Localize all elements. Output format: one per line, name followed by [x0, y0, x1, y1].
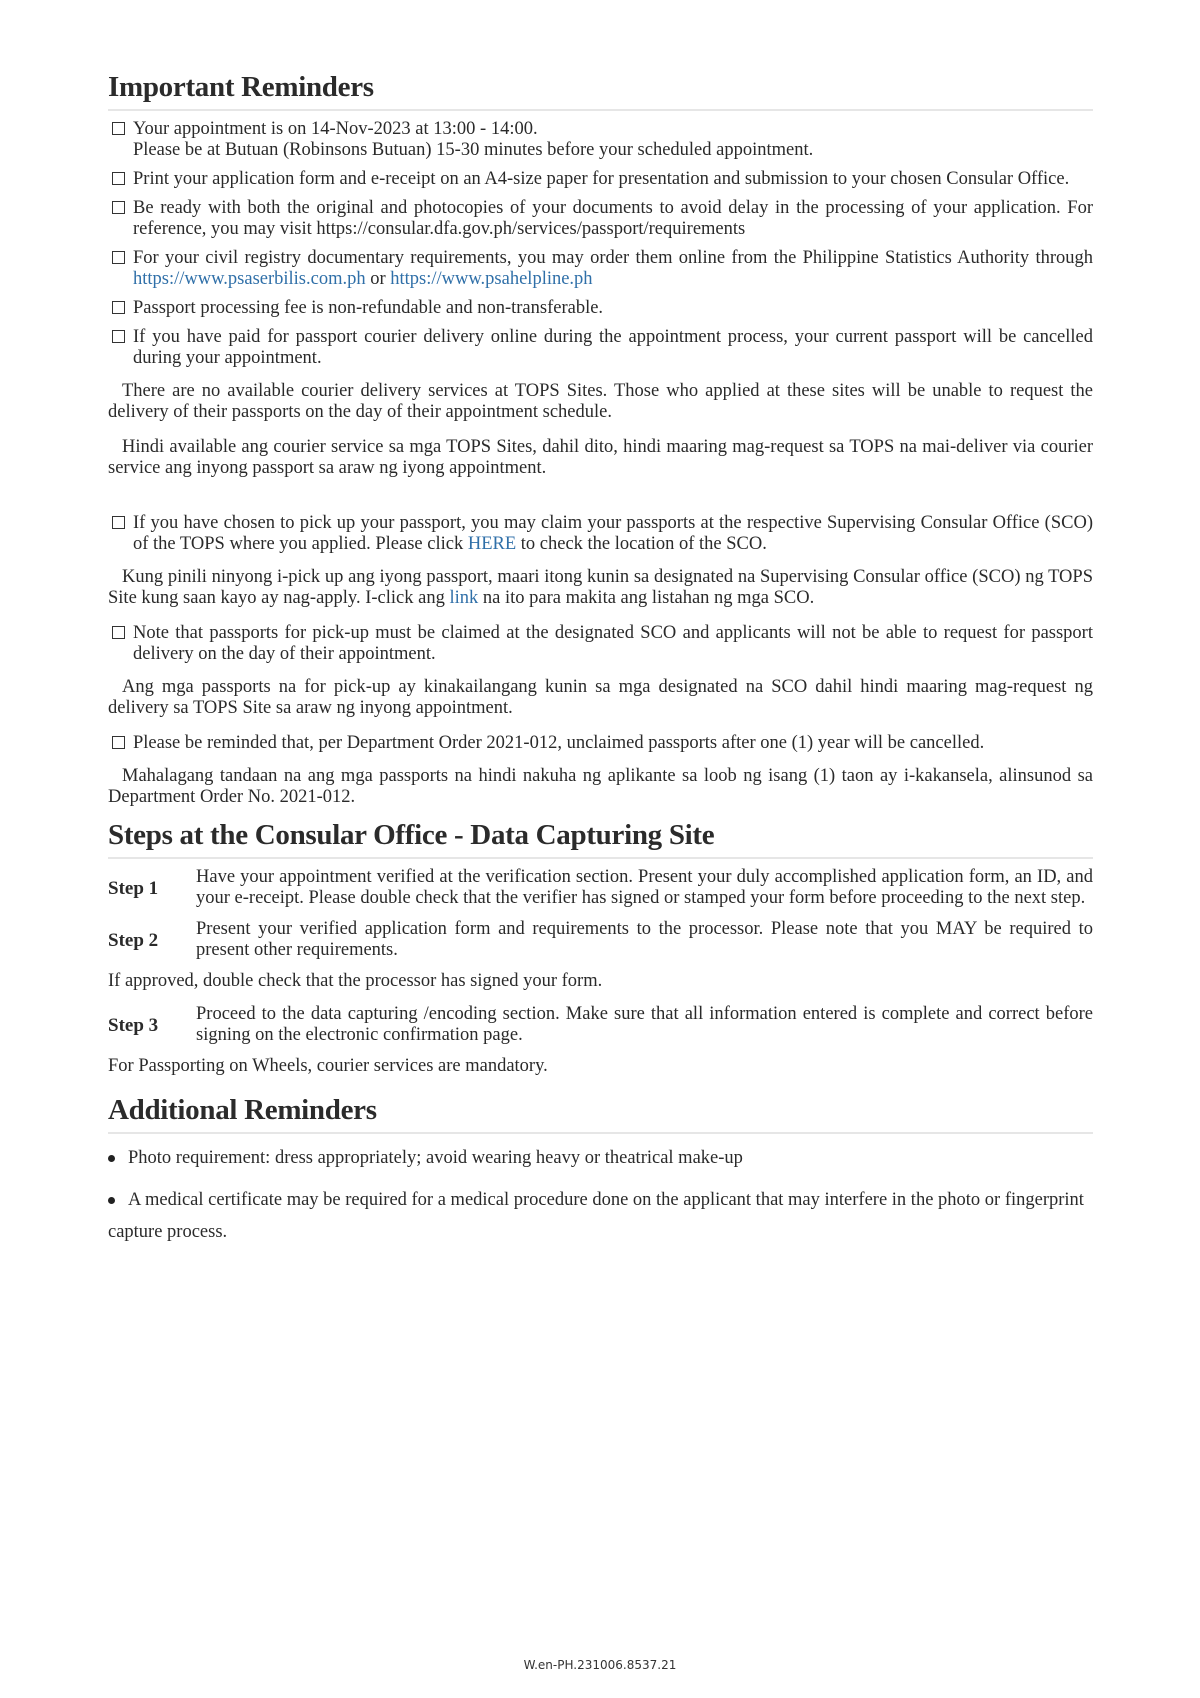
unclaimed-note-filipino: Mahalagang tandaan na ang mga passports na hindi nakuha ng aplikante sa loob ng isang (1) taon ay i-kakansela, alinsunod sa Department Order No. 2021-012. [108, 766, 1093, 807]
step-1 [108, 867, 1093, 909]
reminder-item-civil-registry [108, 248, 1093, 290]
reminder-text: Be ready with both the original and photocopies of your documents to avoid delay in the processing of your application. For reference, you may visit https://consular.dfa.gov.ph/services/passport/requirements [133, 198, 1093, 239]
reminder-text: Note that passports for pick-up must be claimed at the designated SCO and applicants will not be able to request for passport delivery on the day of their appointment. [133, 623, 1093, 664]
reminder-text-or: or [365, 269, 391, 289]
checkbox-icon [112, 626, 125, 639]
sco-list-link[interactable]: link [449, 588, 479, 608]
pickup-note-filipino [108, 567, 1093, 609]
step-3-followup: For Passporting on Wheels, courier services are mandatory. [108, 1056, 548, 1076]
reminder-item-print-form [108, 169, 1093, 190]
pickup-fil-text: Kung pinili ninyong i-pick up ang iyong passport, maari itong kunin sa designated na Supervising Consular office (SCO) ng TOPS Site kung saan kayo ay nag-apply. I-click ang [108, 567, 1093, 608]
bullet-text: Photo requirement: dress appropriately; avoid wearing heavy or theatrical make-up [128, 1148, 743, 1168]
important-reminders-heading: Important Reminders [108, 70, 1093, 111]
document-page [108, 70, 1093, 1258]
document-code: W.en-PH.231006.8537.21 [523, 1658, 677, 1672]
step-label: Step 1 [108, 877, 159, 899]
courier-note-filipino: Hindi available ang courier service sa mga TOPS Sites, dahil dito, hindi maaring mag-request sa TOPS na mai-deliver via courier service ang inyong passport sa araw ng iyong appointment. [108, 437, 1093, 478]
checkbox-icon [112, 201, 125, 214]
reminder-text: If you have paid for passport courier delivery online during the appointment process, your current passport will be cancelled during your appointment. [133, 327, 1093, 368]
reminder-item-appointment [108, 119, 1093, 161]
checkbox-icon [112, 122, 125, 135]
reminder-item-fee [108, 298, 1093, 319]
step-text: Present your verified application form and requirements to the processor. Please note that you MAY be required to present other requirements. [196, 919, 1093, 960]
step-text: Proceed to the data capturing /encoding section. Make sure that all information entered is complete and correct before signing on the electronic confirmation page. [196, 1004, 1093, 1045]
reminder-item-pickup [108, 513, 1093, 555]
steps-heading: Steps at the Consular Office - Data Capturing Site [108, 818, 1093, 859]
reminder-item-courier-paid [108, 327, 1093, 369]
reminder-text: Print your application form and e-receipt on an A4-size paper for presentation and submission to your chosen Consular Office. [133, 169, 1070, 189]
list-item [108, 1184, 1093, 1248]
courier-note-english: There are no available courier delivery services at TOPS Sites. Those who applied at these sites will be unable to request the delivery of their passports on the day of their appointment schedule. [108, 381, 1093, 422]
reminder-item-pickup-sco [108, 623, 1093, 665]
checkbox-icon [112, 301, 125, 314]
checkbox-icon [112, 736, 125, 749]
step-2 [108, 919, 1093, 961]
step-3 [108, 1004, 1093, 1046]
checkbox-icon [112, 330, 125, 343]
list-item [108, 1142, 1093, 1174]
pickup-fil-text: na ito para makita ang listahan ng mga SCO. [478, 588, 815, 608]
reminder-text: Passport processing fee is non-refundable and non-transferable. [133, 298, 604, 318]
bullet-icon [108, 1197, 115, 1204]
sco-location-link[interactable]: HERE [467, 534, 517, 554]
appointment-location: Please be at Butuan (Robinsons Butuan) 15-30 minutes before your scheduled appointment. [133, 140, 814, 160]
appointment-datetime: Your appointment is on 14-Nov-2023 at 13:00 - 14:00. [133, 119, 538, 139]
checkbox-icon [112, 251, 125, 264]
reminder-text: Please be reminded that, per Department Order 2021-012, unclaimed passports after one (1) year will be cancelled. [133, 733, 985, 753]
reminder-text: to check the location of the SCO. [516, 534, 767, 554]
bullet-text: A medical certificate may be required for a medical procedure done on the applicant that may interfere in the photo or fingerprint capture process. [108, 1190, 1084, 1242]
checkbox-icon [112, 172, 125, 185]
bullet-icon [108, 1155, 115, 1162]
pickup-sco-note-filipino: Ang mga passports na for pick-up ay kinakailangang kunin sa mga designated na SCO dahil hindi maaring mag-request ng delivery sa TOPS Site sa araw ng inyong appointment. [108, 677, 1093, 718]
step-label: Step 3 [108, 1014, 159, 1036]
psahelpline-link[interactable]: https://www.psahelpline.ph [390, 269, 593, 289]
psaserbilis-link[interactable]: https://www.psaserbilis.com.ph [133, 269, 366, 289]
step-label: Step 2 [108, 929, 159, 951]
reminder-text: If you have chosen to pick up your passport, you may claim your passports at the respective Supervising Consular Office (SCO) of the TOPS where you applied. Please click [133, 513, 1093, 554]
reminder-text: For your civil registry documentary requirements, you may order them online from the Philippine Statistics Authority through [133, 248, 1093, 268]
step-text: Have your appointment verified at the verification section. Present your duly accomplished application form, an ID, and your e-receipt. Please double check that the verifier has signed or stamped your form before proceeding to the next step. [196, 867, 1093, 908]
step-2-followup: If approved, double check that the processor has signed your form. [108, 971, 603, 991]
reminder-item-documents [108, 198, 1093, 240]
reminder-item-unclaimed [108, 733, 1093, 754]
additional-reminders-heading: Additional Reminders [108, 1093, 1093, 1134]
checkbox-icon [112, 516, 125, 529]
